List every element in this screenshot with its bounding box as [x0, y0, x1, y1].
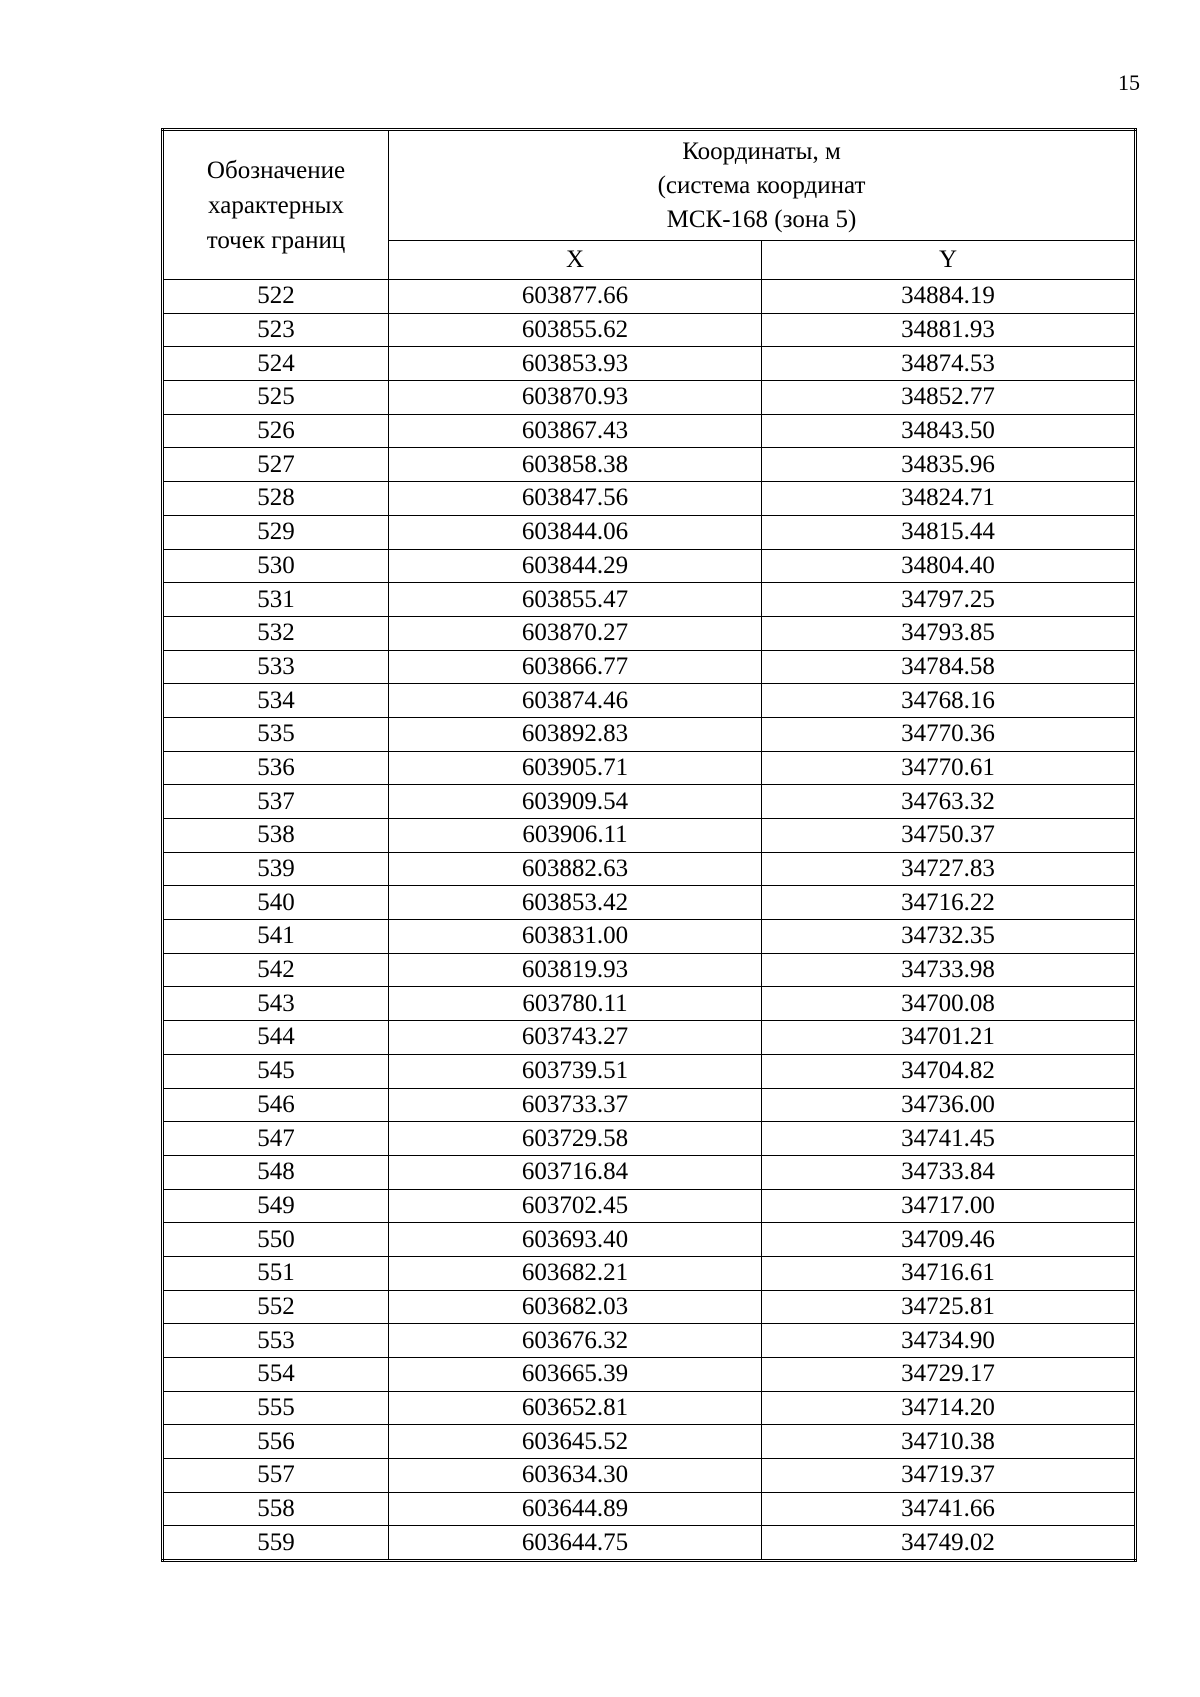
x-cell: 603733.37: [389, 1088, 762, 1122]
designation-header-line: характерных: [208, 191, 344, 219]
x-cell: 603831.00: [389, 920, 762, 954]
point-cell: 528: [163, 482, 389, 516]
x-cell: 603870.27: [389, 616, 762, 650]
y-cell: 34884.19: [762, 280, 1136, 314]
x-cell: 603634.30: [389, 1459, 762, 1493]
point-cell: 551: [163, 1256, 389, 1290]
point-cell: 527: [163, 448, 389, 482]
table-row: [163, 1526, 1136, 1561]
x-cell: 603682.03: [389, 1290, 762, 1324]
y-cell: 34824.71: [762, 482, 1136, 516]
point-cell: 540: [163, 886, 389, 920]
table-row: [163, 381, 1136, 415]
table-row: [163, 1189, 1136, 1223]
table-row: [163, 1155, 1136, 1189]
y-cell: 34793.85: [762, 616, 1136, 650]
table-row: [163, 785, 1136, 819]
y-cell: 34719.37: [762, 1459, 1136, 1493]
x-cell: 603644.89: [389, 1492, 762, 1526]
point-cell: 545: [163, 1054, 389, 1088]
coordinates-header: [389, 130, 1136, 241]
x-cell: 603665.39: [389, 1358, 762, 1392]
y-cell: 34716.22: [762, 886, 1136, 920]
x-cell: 603644.75: [389, 1526, 762, 1561]
point-cell: 550: [163, 1223, 389, 1257]
point-cell: 523: [163, 313, 389, 347]
x-cell: 603882.63: [389, 852, 762, 886]
point-cell: 524: [163, 347, 389, 381]
table-row: [163, 886, 1136, 920]
table-row: [163, 1492, 1136, 1526]
table-header: [163, 130, 1136, 280]
y-cell: 34704.82: [762, 1054, 1136, 1088]
point-cell: 557: [163, 1459, 389, 1493]
table-row: [163, 920, 1136, 954]
table-row: [163, 515, 1136, 549]
point-cell: 541: [163, 920, 389, 954]
point-cell: 525: [163, 381, 389, 415]
x-cell: 603693.40: [389, 1223, 762, 1257]
x-cell: 603855.47: [389, 583, 762, 617]
table-row: [163, 583, 1136, 617]
y-cell: 34784.58: [762, 650, 1136, 684]
table-row: [163, 953, 1136, 987]
y-cell: 34750.37: [762, 819, 1136, 853]
point-cell: 526: [163, 414, 389, 448]
point-cell: 555: [163, 1391, 389, 1425]
x-cell: 603682.21: [389, 1256, 762, 1290]
x-cell: 603844.06: [389, 515, 762, 549]
y-cell: 34733.84: [762, 1155, 1136, 1189]
x-cell: 603729.58: [389, 1122, 762, 1156]
x-cell: 603906.11: [389, 819, 762, 853]
table-row: [163, 1088, 1136, 1122]
point-cell: 530: [163, 549, 389, 583]
y-cell: 34714.20: [762, 1391, 1136, 1425]
y-cell: 34881.93: [762, 313, 1136, 347]
y-column-header: Y: [762, 241, 1136, 280]
y-cell: 34701.21: [762, 1021, 1136, 1055]
table-row: [163, 650, 1136, 684]
y-cell: 34797.25: [762, 583, 1136, 617]
y-cell: 34700.08: [762, 987, 1136, 1021]
y-cell: 34843.50: [762, 414, 1136, 448]
y-cell: 34741.66: [762, 1492, 1136, 1526]
coordinates-header-line: МСК-168 (зона 5): [666, 205, 857, 233]
table-row: [163, 448, 1136, 482]
y-cell: 34835.96: [762, 448, 1136, 482]
point-cell: 552: [163, 1290, 389, 1324]
y-cell: 34727.83: [762, 852, 1136, 886]
x-cell: 603853.42: [389, 886, 762, 920]
y-cell: 34804.40: [762, 549, 1136, 583]
table-row: [163, 616, 1136, 650]
point-cell: 531: [163, 583, 389, 617]
y-cell: 34734.90: [762, 1324, 1136, 1358]
table-row: [163, 1459, 1136, 1493]
x-cell: 603866.77: [389, 650, 762, 684]
point-cell: 543: [163, 987, 389, 1021]
table-row: [163, 1256, 1136, 1290]
point-cell: 537: [163, 785, 389, 819]
point-cell: 559: [163, 1526, 389, 1561]
point-cell: 542: [163, 953, 389, 987]
x-cell: 603819.93: [389, 953, 762, 987]
point-cell: 554: [163, 1358, 389, 1392]
x-cell: 603870.93: [389, 381, 762, 415]
point-cell: 536: [163, 751, 389, 785]
point-cell: 548: [163, 1155, 389, 1189]
table-row: [163, 1122, 1136, 1156]
y-cell: 34770.61: [762, 751, 1136, 785]
point-cell: 553: [163, 1324, 389, 1358]
page-number: 15: [1118, 70, 1140, 95]
point-cell: 534: [163, 684, 389, 718]
y-cell: 34741.45: [762, 1122, 1136, 1156]
table-row: [163, 987, 1136, 1021]
x-cell: 603858.38: [389, 448, 762, 482]
x-cell: 603874.46: [389, 684, 762, 718]
table-body: [163, 280, 1136, 1561]
point-cell: 533: [163, 650, 389, 684]
y-cell: 34749.02: [762, 1526, 1136, 1561]
designation-header-line: точек границ: [206, 226, 346, 254]
table-row: [163, 684, 1136, 718]
table-row: [163, 1290, 1136, 1324]
x-cell: 603652.81: [389, 1391, 762, 1425]
x-cell: 603905.71: [389, 751, 762, 785]
table-row: [163, 1358, 1136, 1392]
y-cell: 34768.16: [762, 684, 1136, 718]
table-row: [163, 1425, 1136, 1459]
table-row: [163, 347, 1136, 381]
table-row: [163, 1391, 1136, 1425]
table-row: [163, 280, 1136, 314]
table-row: [163, 1021, 1136, 1055]
y-cell: 34770.36: [762, 717, 1136, 751]
x-cell: 603855.62: [389, 313, 762, 347]
point-cell: 549: [163, 1189, 389, 1223]
coordinates-header-line: Координаты, м: [682, 137, 841, 165]
y-cell: 34710.38: [762, 1425, 1136, 1459]
point-cell: 547: [163, 1122, 389, 1156]
point-cell: 529: [163, 515, 389, 549]
x-cell: 603739.51: [389, 1054, 762, 1088]
table-row: [163, 313, 1136, 347]
table-row: [163, 1223, 1136, 1257]
point-cell: 556: [163, 1425, 389, 1459]
coordinates-table: [161, 128, 1137, 1562]
x-cell: 603844.29: [389, 549, 762, 583]
y-cell: 34716.61: [762, 1256, 1136, 1290]
coordinates-header-line: (система координат: [657, 171, 866, 199]
table-row: [163, 414, 1136, 448]
x-column-header: X: [389, 241, 762, 280]
table-row: [163, 819, 1136, 853]
table-row: [163, 717, 1136, 751]
point-cell: 535: [163, 717, 389, 751]
y-cell: 34732.35: [762, 920, 1136, 954]
x-cell: 603877.66: [389, 280, 762, 314]
y-cell: 34717.00: [762, 1189, 1136, 1223]
point-cell: 532: [163, 616, 389, 650]
x-cell: 603645.52: [389, 1425, 762, 1459]
y-cell: 34709.46: [762, 1223, 1136, 1257]
y-cell: 34733.98: [762, 953, 1136, 987]
point-cell: 539: [163, 852, 389, 886]
x-cell: 603676.32: [389, 1324, 762, 1358]
y-cell: 34725.81: [762, 1290, 1136, 1324]
x-cell: 603702.45: [389, 1189, 762, 1223]
y-cell: 34736.00: [762, 1088, 1136, 1122]
y-cell: 34763.32: [762, 785, 1136, 819]
point-cell: 538: [163, 819, 389, 853]
designation-header-line: Обозначение: [206, 156, 346, 184]
point-cell: 546: [163, 1088, 389, 1122]
table-row: [163, 1054, 1136, 1088]
point-cell: 558: [163, 1492, 389, 1526]
x-cell: 603780.11: [389, 987, 762, 1021]
x-cell: 603716.84: [389, 1155, 762, 1189]
point-cell: 544: [163, 1021, 389, 1055]
table-row: [163, 482, 1136, 516]
designation-header: [163, 130, 389, 280]
x-cell: 603847.56: [389, 482, 762, 516]
x-cell: 603853.93: [389, 347, 762, 381]
point-cell: 522: [163, 280, 389, 314]
x-cell: 603892.83: [389, 717, 762, 751]
table-row: [163, 1324, 1136, 1358]
table-row: [163, 751, 1136, 785]
table-row: [163, 549, 1136, 583]
x-cell: 603867.43: [389, 414, 762, 448]
table-row: [163, 852, 1136, 886]
x-cell: 603743.27: [389, 1021, 762, 1055]
y-cell: 34815.44: [762, 515, 1136, 549]
y-cell: 34852.77: [762, 381, 1136, 415]
x-cell: 603909.54: [389, 785, 762, 819]
y-cell: 34729.17: [762, 1358, 1136, 1392]
y-cell: 34874.53: [762, 347, 1136, 381]
